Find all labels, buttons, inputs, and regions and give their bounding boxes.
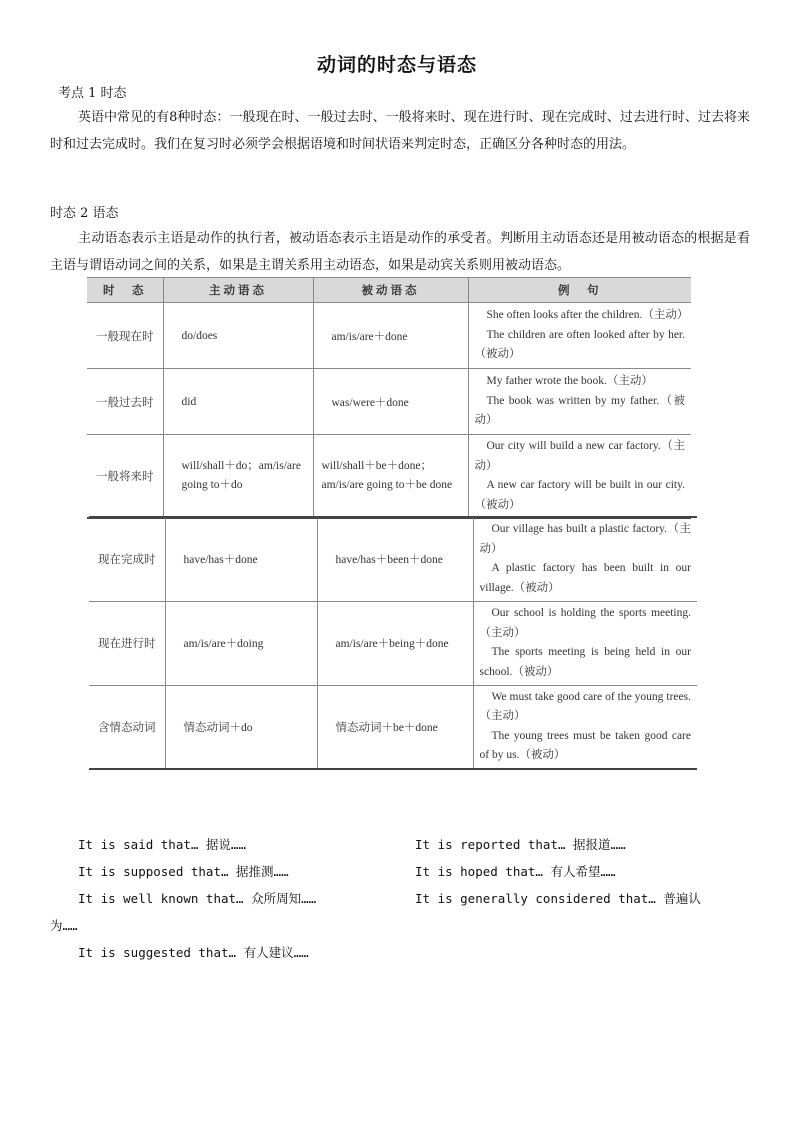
voice-paragraph [50, 225, 750, 279]
voice-table-part1 [87, 277, 691, 519]
header-tense: 时 态 [87, 278, 163, 303]
phrase-considered: It is generally considered that… 普遍认 [415, 891, 701, 906]
header-active: 主动语态 [163, 278, 313, 303]
tense-cell: 现在进行时 [89, 601, 165, 685]
example-active: Our school is holding the sports meeting.（主动） [479, 607, 691, 639]
passive-cell: am/is/are＋being＋done [317, 601, 473, 685]
phrase-said: It is said that… 据说…… [78, 837, 246, 852]
table-row [89, 685, 697, 769]
passive-cell: am/is/are＋done [313, 303, 468, 369]
section-heading-voice: 时态 2 语态 [50, 206, 119, 221]
example-active: We must take good care of the young trees.（主动） [479, 690, 691, 723]
table-row [87, 303, 691, 369]
section-heading-tense: 考点 1 时态 [58, 86, 127, 101]
example-passive: The sports meeting is being held in our school.（被动） [479, 646, 691, 678]
example-active: Our village has built a plastic factory.（主动） [479, 523, 691, 555]
header-passive: 被动语态 [313, 278, 468, 303]
active-cell: will/shall＋do；am/is/are going to＋do [163, 435, 313, 519]
table-header-row [87, 278, 691, 303]
example-cell [473, 517, 697, 601]
tense-cell: 含情态动词 [89, 685, 165, 769]
voice-table-part2 [89, 516, 697, 770]
active-cell: did [163, 369, 313, 435]
active-cell: 情态动词＋do [165, 685, 317, 769]
example-passive: The children are often looked after by her.（被动） [474, 328, 685, 361]
active-cell: do/does [163, 303, 313, 369]
tense-paragraph-text: 英语中常见的有8种时态：一般现在时、一般过去时、一般将来时、现在进行时、现在完成时、过去进行时、过去将来时和过去完成时。我们在复习时必须学会根据语境和时间状语来判定时态，正确区分各种时态的用法。 [50, 110, 750, 152]
phrase-supposed: It is supposed that… 据推测…… [78, 864, 289, 879]
example-active: My father wrote the book.（主动） [486, 375, 653, 388]
tense-cell: 一般将来时 [87, 435, 163, 519]
example-cell [473, 601, 697, 685]
example-passive: The book was written by my father.（被动） [474, 394, 685, 427]
example-passive: The young trees must be taken good care of by us.（被动） [479, 729, 691, 762]
table-row [89, 517, 697, 601]
passive-cell: 情态动词＋be＋done [317, 685, 473, 769]
tense-cell: 一般现在时 [87, 303, 163, 369]
example-passive: A new car factory will be built in our city.（被动） [474, 479, 685, 511]
example-active: She often looks after the children.（主动） [486, 309, 689, 322]
example-passive: A plastic factory has been built in our village.（被动） [479, 562, 691, 594]
passive-cell: was/were＋done [313, 369, 468, 435]
example-cell [468, 435, 691, 519]
active-cell: am/is/are＋doing [165, 601, 317, 685]
example-cell [468, 369, 691, 435]
tense-cell: 一般过去时 [87, 369, 163, 435]
tense-cell: 现在完成时 [89, 517, 165, 601]
phrase-suggested: It is suggested that… 有人建议…… [78, 945, 309, 960]
table-row [87, 435, 691, 519]
phrase-reported: It is reported that… 据报道…… [415, 837, 626, 852]
example-cell [473, 685, 697, 769]
phrase-well-known: It is well known that… 众所周知…… [78, 891, 317, 906]
header-example: 例 句 [468, 278, 691, 303]
passive-cell: have/has＋been＋done [317, 517, 473, 601]
table-row [87, 369, 691, 435]
phrase-hoped: It is hoped that… 有人希望…… [415, 864, 616, 879]
passive-cell: will/shall＋be＋done；am/is/are going to＋be done [313, 435, 468, 519]
example-active: Our city will build a new car factory.（主动） [474, 440, 685, 472]
voice-paragraph-text: 主动语态表示主语是动作的执行者，被动语态表示主语是动作的承受者。判断用主动语态还是用被动语态的根据是看主语与谓语动词之间的关系，如果是主谓关系用主动语态，如果是动宾关系则用被动语态。 [50, 231, 750, 273]
example-cell [468, 303, 691, 369]
phrase-considered-continuation: 为…… [50, 918, 78, 933]
page-title: 动词的时态与语态 [316, 54, 477, 76]
table-row [89, 601, 697, 685]
tense-paragraph [50, 104, 750, 158]
active-cell: have/has＋done [165, 517, 317, 601]
